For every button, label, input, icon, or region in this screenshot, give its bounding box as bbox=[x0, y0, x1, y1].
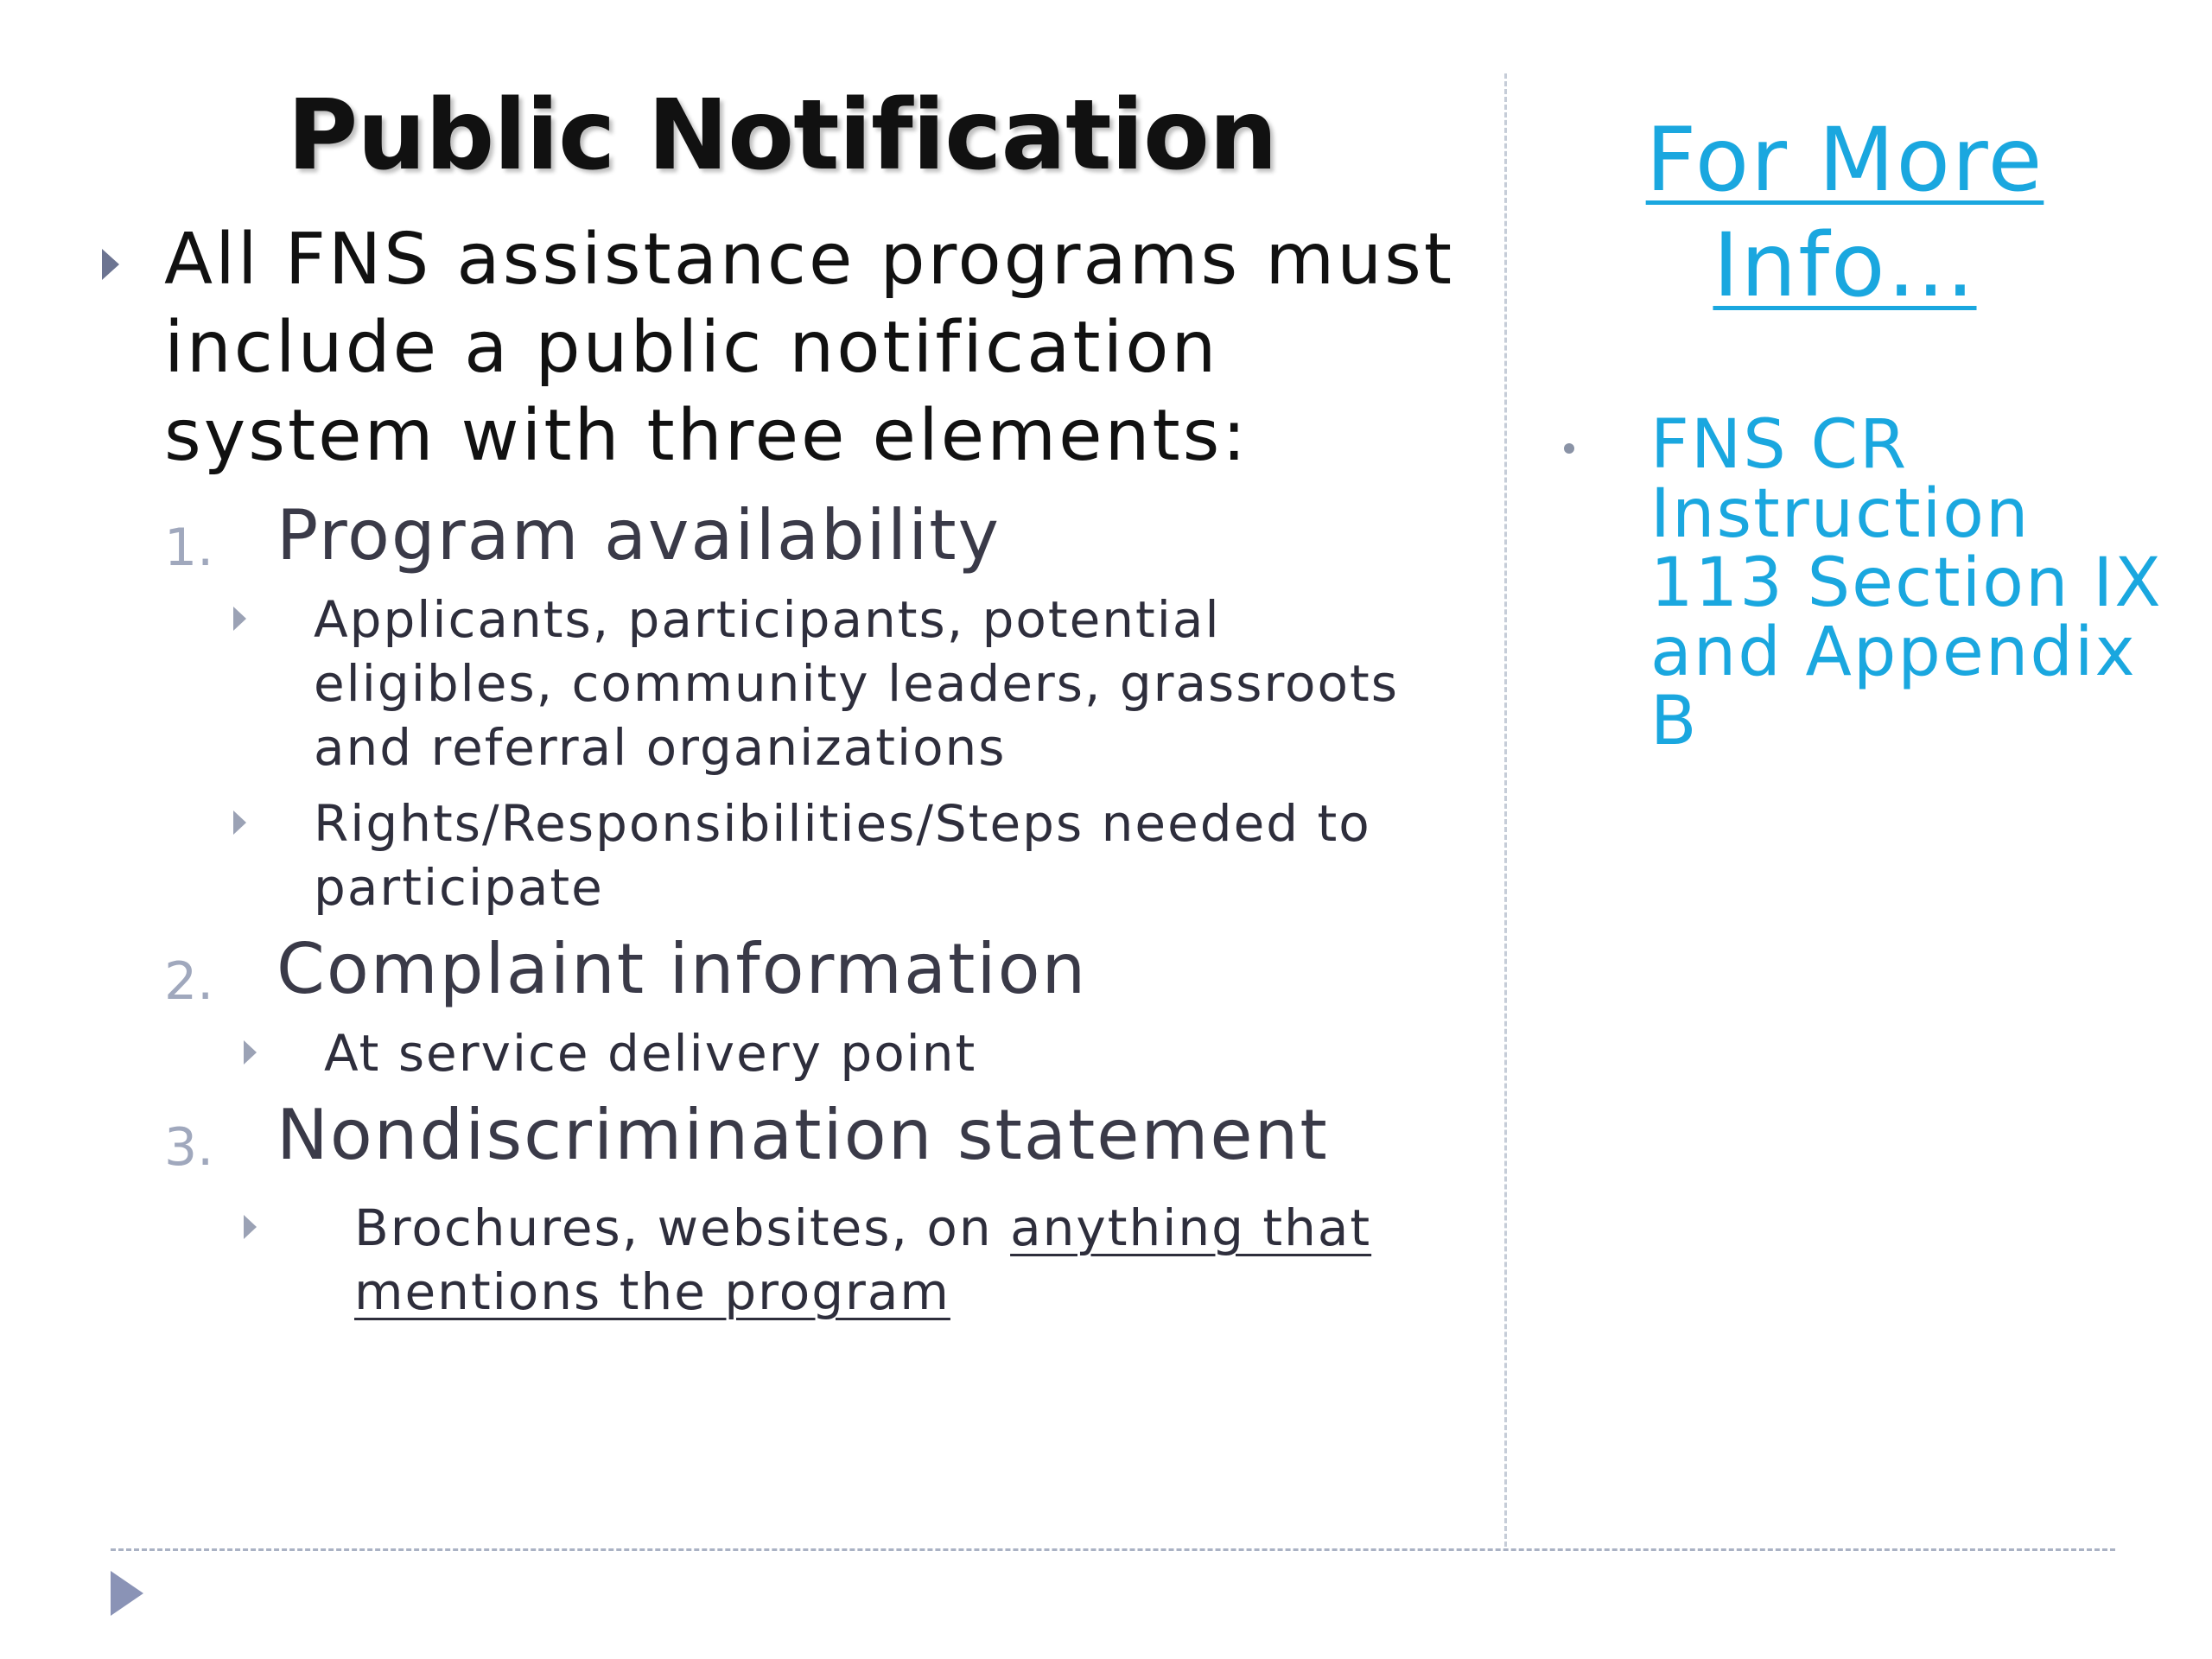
reference-list bbox=[1555, 406, 2177, 760]
sub-item bbox=[95, 791, 1478, 919]
numbered-item-3 bbox=[95, 1092, 1478, 1179]
reference-item bbox=[1555, 406, 2177, 760]
sub-item-text: Applicants, participants, potential eligibles, community leaders, grassroots and referral organizations bbox=[314, 590, 1399, 777]
corner-arrow-icon bbox=[111, 1571, 143, 1616]
item-number: 2. bbox=[164, 951, 214, 1012]
horizontal-divider bbox=[111, 1548, 2115, 1551]
bullet-arrow-icon bbox=[102, 249, 119, 280]
vertical-divider bbox=[1504, 73, 1507, 1547]
numbered-item-1 bbox=[95, 493, 1478, 579]
slide-title: Public Notification bbox=[287, 79, 1277, 192]
sub-item-prefix: Brochures, websites, on bbox=[354, 1198, 1011, 1257]
sub-item-text: Rights/Responsibilities/Steps needed to participate bbox=[314, 794, 1371, 917]
item-label: Complaint information bbox=[276, 929, 1088, 1009]
more-info-link[interactable]: For More Info… bbox=[1645, 109, 2044, 317]
sub-item-text: At service delivery point bbox=[324, 1024, 977, 1083]
item-label: Nondiscrimination statement bbox=[276, 1095, 1329, 1175]
main-bullet bbox=[95, 216, 1478, 480]
bullet-dot-icon bbox=[1564, 443, 1574, 454]
numbered-item-2 bbox=[95, 926, 1478, 1013]
sub-bullet-arrow-icon bbox=[244, 1215, 257, 1239]
sub-item bbox=[95, 588, 1478, 779]
main-bullet-text: All FNS assistance programs must include a public notification system with three elements: bbox=[164, 219, 1455, 477]
sub-item bbox=[95, 1196, 1478, 1324]
item-number: 3. bbox=[164, 1117, 214, 1178]
sub-item-underlined-text: anything that mentions the program bbox=[354, 1198, 1372, 1321]
item-number: 1. bbox=[164, 518, 214, 578]
content-column bbox=[95, 216, 1478, 1324]
sub-bullet-arrow-icon bbox=[233, 810, 246, 835]
item-label: Program availability bbox=[276, 495, 1001, 575]
reference-text: FNS CR Instruction 113 Section IX and Appendix B bbox=[1650, 406, 2163, 760]
sub-bullet-arrow-icon bbox=[244, 1040, 257, 1065]
sub-item bbox=[95, 1021, 1478, 1085]
sub-bullet-arrow-icon bbox=[233, 607, 246, 631]
